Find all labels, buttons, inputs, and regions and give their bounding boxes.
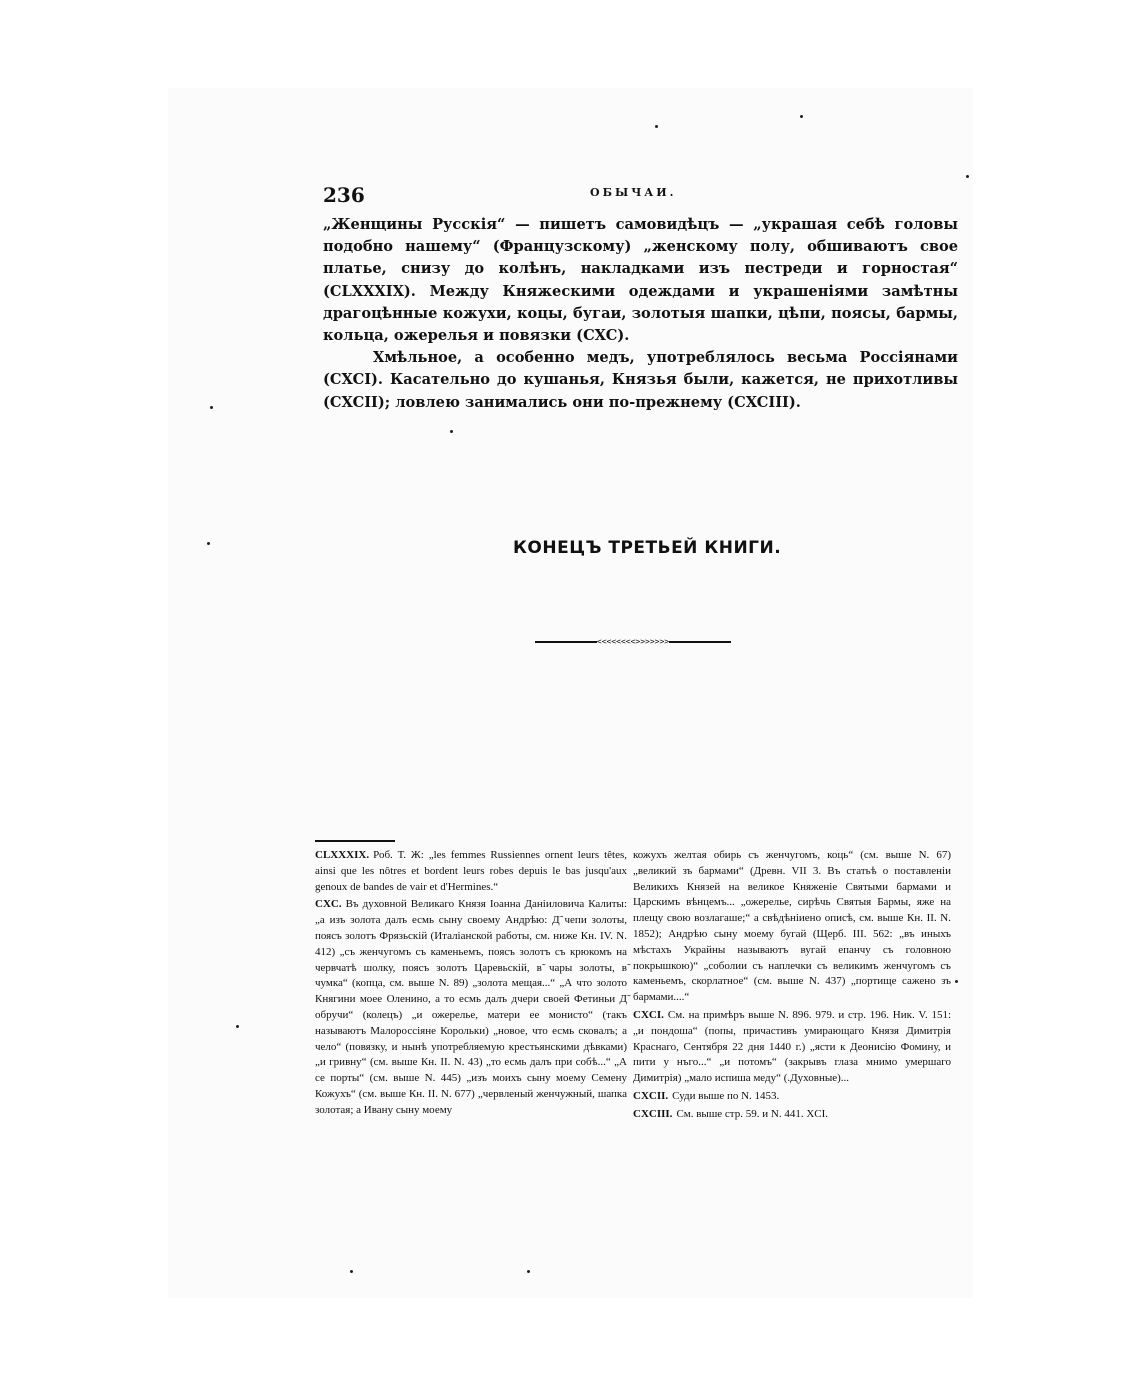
scan-speck <box>207 542 210 545</box>
divider-ornament: <<<<<<<<>>>>>>> <box>596 637 670 646</box>
footnote-text: См. на примѣръ выше N. 896. 979. и стр. 196. Ник. V. 151: „и пондоша“ (попы, причастивъ умирающаго Князя Димитрія Краснаго, Сентября 22 дня 1440 г.) „ясти к Деонисію Фомину, и пити у нъго...“ „и потомъ“ (закрывъ глаза мнимо умершаго Димитрія) „мало испиша меду“ (.Духовные)... <box>633 1008 951 1085</box>
ornamental-divider <box>513 634 753 650</box>
scan-speck <box>966 175 969 178</box>
page-number: 236 <box>323 183 365 207</box>
scan-speck <box>350 1270 353 1273</box>
footnote-label: CXCI. <box>633 1008 664 1021</box>
scan-speck <box>210 406 213 409</box>
main-text <box>323 214 958 414</box>
scan-speck <box>800 115 803 118</box>
scan-speck <box>236 1025 239 1028</box>
footnote-label: CXC. <box>315 898 342 911</box>
footnote-continuation <box>633 848 951 1006</box>
divider-rule-right <box>669 641 731 643</box>
footnote-label: CXCIII. <box>633 1107 673 1120</box>
footnote-text: Роб. Т. Ж: „les femmes Russiennes ornent leurs têtes, ainsi que les nôtres et bordent leurs robes depuis le bas jusqu'aux genoux de bandes de vair et d'Hermines.“ <box>315 849 627 893</box>
main-paragraph-2: Хмѣльное, а особенно медъ, употреблялось весьма Россіянами (CXCI). Касательно до кушанья, Князья были, кажется, не прихотливы (CXCII); ловлею занимались они по-прежнему (CXCIII). <box>323 349 958 411</box>
scan-speck <box>655 125 658 128</box>
footnote-text: Въ духовной Великаго Князя Іоанна Даніиловича Калиты: „а изъ золота далъ есмь сыну своему Андрѣю: Д̃ чепи золоты, поясъ золотъ Фрязьскій (Италіанской работы, см. ниже Кн. IV. N. 412) „съ женчугомъ съ каменьемъ, поясъ золотъ съ крюкомъ на червчатѣ шолку, поясъ золотъ Царевьскій, в̃ чары золоты, в̃ чумка“ (копца, см. выше N. 89) „золота мещая...“ „А что золото Княгини моее Оленино, а то есмь далъ дчери своей Фетиньи Д̃ обручи“ (колецъ) „и ожерелье, матери ее монисто“ (такъ называютъ Малороссіяне Корольки) „новое, что есмь сковалъ; а чело“ (повязку, и нынѣ употребляемую крестьянскими дѣвками) „и гривну“ (см. выше Кн. II. N. 43) „то есмь далъ при собѣ...“ „А се порты“ (см. выше N. 445) „изъ моихъ сыну моему Семену Кожухъ“ (см. выше Кн. II. N. 677) „червленый женчужный, шапка золотая; а Ивану сыну моему <box>315 898 627 1116</box>
footnote <box>633 1107 951 1123</box>
footnotes-right-column <box>633 848 951 1125</box>
footnote-label: CLXXXIX. <box>315 849 370 861</box>
footnotes-left-column <box>315 848 627 1121</box>
footnote-label: CXCII. <box>633 1089 669 1102</box>
footnote <box>633 1089 951 1105</box>
footnote <box>315 897 627 1118</box>
footnote <box>315 848 627 895</box>
main-paragraph-1: „Женщины Русскія“ — пишетъ самовидѣцъ — „украшая себѣ головы подобно нашему“ (Французскому) „женскому полу, обшиваютъ свое платье, снизу до колѣнъ, накладками изъ пестреди и горностая“ (CLXXXIX). Между Княжескими одеждами и украшеніями замѣтны драгоцѣнные кожухи, коцы, бугаи, золотыя шапки, цѣпи, поясы, бармы, кольца, ожерелья и повязки (CXC). <box>323 216 958 345</box>
scan-speck <box>955 980 958 983</box>
footnote-rule <box>315 840 395 842</box>
end-of-book-title: КОНЕЦЪ ТРЕТЬЕЙ КНИГИ. <box>513 538 782 558</box>
footnote-text: См. выше стр. 59. и N. 441. XCI. <box>676 1107 829 1120</box>
footnote-text: Суди выше по N. 1453. <box>672 1089 780 1102</box>
scan-speck <box>450 430 453 433</box>
divider-rule-left <box>535 641 597 643</box>
footnote <box>633 1008 951 1087</box>
running-head: ОБЫЧАИ. <box>590 186 677 199</box>
footnote-text: кожухъ желтая обирь съ женчугомъ, коць“ (см. выше N. 67) „великий зъ бармами“ (Древн. VII 3. Въ статьѣ о поставленіи Великихъ Князей на великое Княженіе Святыми бармами и Царскимъ вѣнцемъ... „ожерелье, сирѣчь Святыя Бармы, яже на плещу свою возлагаше;“ а свѣдѣніиено описѣ, см. выше Кн. II. N. 1852); Андрѣю сыну моему бугай (Щерб. III. 562: „въ иныхъ мѣстахъ Украйны называютъ вугай епанчу съ головною покрышкою)“ „соболии съ наплечки съ великимъ женчугомъ съ каменьемъ, скорлатное“ (см. выше N. 437) „портище сажено зъ бармами....“ <box>633 849 951 1004</box>
scan-speck <box>527 1270 530 1273</box>
